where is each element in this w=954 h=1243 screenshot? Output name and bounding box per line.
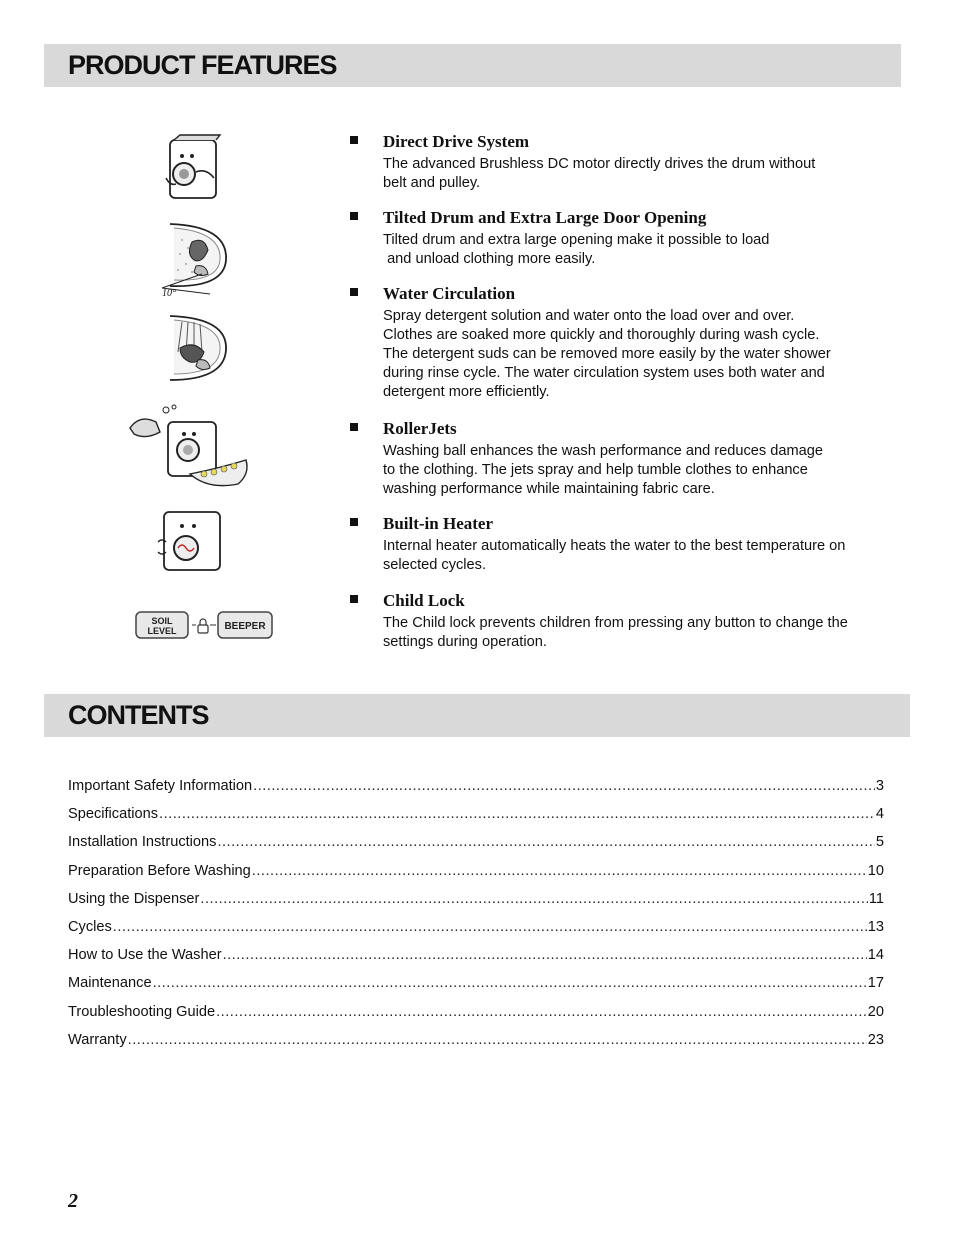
- toc-entry[interactable]: [68, 975, 884, 1003]
- soil-level-button-label-2: LEVEL: [147, 626, 177, 636]
- built-in-heater-illustration: [154, 506, 226, 576]
- toc-leader-dots: [200, 891, 867, 907]
- toc-entry-page: 23: [867, 1031, 884, 1048]
- toc-entry-title: Using the Dispenser: [68, 890, 200, 907]
- feature-water-circulation: [350, 284, 890, 402]
- toc-entry[interactable]: [68, 778, 884, 806]
- feature-title: Built-in Heater: [383, 514, 494, 533]
- toc-entry-page: 13: [867, 918, 884, 935]
- toc-entry[interactable]: [68, 919, 884, 947]
- feature-tilted-drum: [350, 208, 890, 269]
- toc-entry[interactable]: [68, 1032, 884, 1060]
- toc-entry-page: 20: [867, 1003, 884, 1020]
- toc-entry-title: Warranty: [68, 1031, 127, 1048]
- feature-title: Direct Drive System: [383, 132, 530, 151]
- rollerjets-washer-illustration: [128, 404, 252, 494]
- toc-entry-title: Specifications: [68, 806, 159, 823]
- bullet-icon: [350, 212, 358, 220]
- toc-leader-dots: [159, 806, 875, 822]
- toc-entry[interactable]: [68, 806, 884, 834]
- lock-icon: [192, 619, 216, 633]
- toc-entry-page: 3: [875, 778, 884, 794]
- toc-entry-title: Troubleshooting Guide: [68, 1003, 216, 1020]
- toc-leader-dots: [153, 975, 867, 991]
- toc-entry-title: Maintenance: [68, 975, 152, 992]
- feature-built-in-heater: [350, 514, 890, 575]
- bullet-icon: [350, 423, 358, 431]
- table-of-contents: [68, 778, 884, 1060]
- toc-entry-title: Installation Instructions: [68, 834, 217, 851]
- toc-entry-page: 11: [868, 890, 884, 907]
- toc-entry-page: 10: [867, 862, 884, 879]
- feature-title: Child Lock: [383, 591, 465, 610]
- contents-heading: CONTENTS: [68, 700, 209, 730]
- feature-title: Tilted Drum and Extra Large Door Opening: [383, 208, 707, 227]
- feature-direct-drive: [350, 132, 890, 193]
- water-circulation-illustration: [152, 312, 232, 388]
- bullet-icon: [350, 595, 358, 603]
- toc-leader-dots: [128, 1032, 867, 1048]
- toc-entry-page: 5: [875, 834, 884, 851]
- toc-entry-page: 4: [875, 806, 884, 823]
- feature-child-lock: [350, 591, 890, 652]
- feature-title: Water Circulation: [383, 284, 516, 303]
- feature-description: Washing ball enhances the wash performance and reduces damage to the clothing. The jets spray and help tumble clothes to enhance washing performance while maintaining fabric care.: [383, 443, 823, 497]
- feature-description: The Child lock prevents children from pressing any button to change the settings during operation.: [383, 615, 848, 650]
- feature-title: RollerJets: [383, 419, 457, 438]
- toc-entry-title: Preparation Before Washing: [68, 862, 251, 879]
- soil-level-button-label-1: SOIL: [151, 616, 173, 626]
- toc-entry-page: 14: [867, 947, 884, 964]
- toc-leader-dots: [216, 1004, 867, 1020]
- child-lock-buttons-illustration: [134, 608, 274, 642]
- toc-leader-dots: [223, 947, 867, 963]
- feature-description: Tilted drum and extra large opening make it possible to load and unload clothing more easily.: [383, 232, 770, 267]
- feature-description: Spray detergent solution and water onto the load over and over. Clothes are soaked more quickly and thoroughly during wash cycle. The detergent suds can be removed more easily by the water shower during rinse cycle. The water circulation system uses both water and detergent more efficiently.: [383, 308, 831, 400]
- toc-leader-dots: [113, 919, 867, 935]
- feature-description: The advanced Brushless DC motor directly drives the drum without belt and pulley.: [383, 156, 816, 191]
- feature-description: Internal heater automatically heats the water to the best temperature on selected cycles.: [383, 538, 846, 573]
- feature-rollerjets: [350, 419, 890, 499]
- toc-entry[interactable]: [68, 947, 884, 975]
- bullet-icon: [350, 518, 358, 526]
- bullet-icon: [350, 288, 358, 296]
- features-header-bar: [44, 44, 901, 87]
- beeper-button-label: BEEPER: [224, 621, 266, 632]
- toc-entry[interactable]: [68, 863, 884, 891]
- contents-header-bar: [44, 694, 910, 737]
- toc-entry-title: Important Safety Information: [68, 778, 253, 794]
- tilt-angle-label: 10°: [162, 288, 176, 298]
- toc-entry[interactable]: [68, 834, 884, 862]
- direct-drive-washer-illustration: [160, 134, 224, 206]
- toc-leader-dots: [253, 778, 875, 794]
- toc-leader-dots: [217, 834, 874, 850]
- toc-entry-title: Cycles: [68, 918, 112, 935]
- bullet-icon: [350, 136, 358, 144]
- tilted-drum-illustration: [152, 220, 232, 298]
- page-number: 2: [68, 1190, 78, 1212]
- toc-entry-page: 17: [867, 975, 884, 992]
- toc-entry[interactable]: [68, 1004, 884, 1032]
- toc-entry-title: How to Use the Washer: [68, 947, 222, 964]
- toc-entry[interactable]: [68, 891, 884, 919]
- features-heading: PRODUCT FEATURES: [68, 50, 337, 80]
- toc-leader-dots: [252, 863, 867, 879]
